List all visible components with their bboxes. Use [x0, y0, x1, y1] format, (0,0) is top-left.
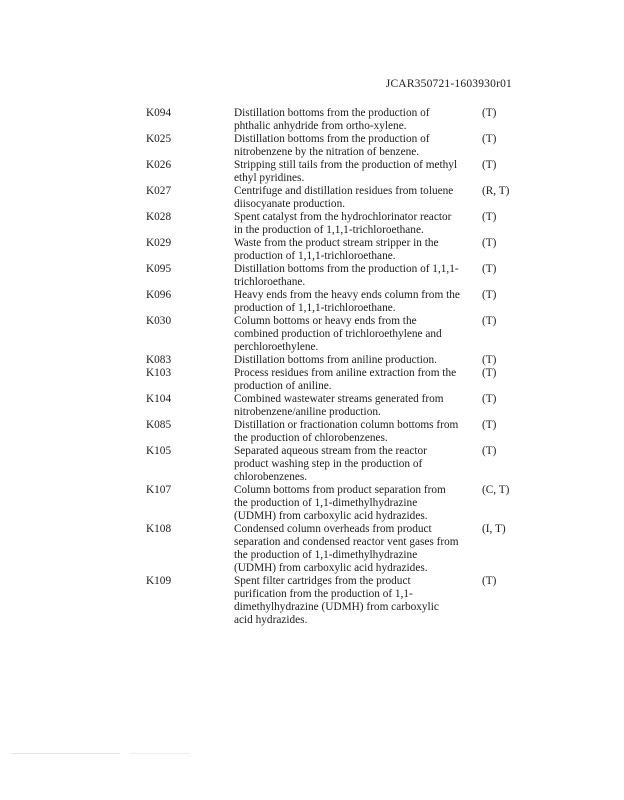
waste-code: K025 — [146, 133, 172, 145]
waste-description: Distillation bottoms from the production of nitrobenzene by the nitration of benzene. — [234, 133, 430, 158]
waste-description: Condensed column overheads from product separation and condensed reactor vent gases from the production of 1,1-dimethylhydrazine (UDMH) from carboxylic acid hydrazides. — [234, 523, 459, 574]
table-row — [0, 107, 624, 133]
table-row — [0, 445, 624, 484]
waste-description: Heavy ends from the heavy ends column from the production of 1,1,1-trichloroethane. — [234, 289, 460, 314]
hazard-code: (R, T) — [482, 185, 510, 197]
table-row — [0, 211, 624, 237]
hazard-code: (T) — [482, 107, 497, 119]
waste-description: Spent catalyst from the hydrochlorinator reactor in the production of 1,1,1-trichloroethane. — [234, 211, 452, 236]
hazard-code: (T) — [482, 211, 497, 223]
hazard-code: (T) — [482, 263, 497, 275]
table-row — [0, 133, 624, 159]
hazard-code: (C, T) — [482, 484, 510, 496]
waste-description: Centrifuge and distillation residues from toluene diisocyanate production. — [234, 185, 454, 210]
waste-code: K026 — [146, 159, 172, 171]
table-row — [0, 159, 624, 185]
table-row — [0, 289, 624, 315]
waste-code: K085 — [146, 419, 172, 431]
waste-code: K103 — [146, 367, 172, 379]
waste-description: Spent filter cartridges from the product purification from the production of 1,1-dimethylhydrazine (UDMH) from carboxylic acid hydrazides. — [234, 575, 439, 626]
document-id: JCAR350721-1603930r01 — [385, 78, 512, 90]
waste-code: K104 — [146, 393, 172, 405]
hazard-code: (T) — [482, 367, 497, 379]
waste-description: Distillation bottoms from the production of phthalic anhydride from ortho-xylene. — [234, 107, 430, 132]
waste-description: Distillation bottoms from aniline production. — [234, 354, 438, 366]
waste-description: Separated aqueous stream from the reactor product washing step in the production of chlorobenzenes. — [234, 445, 427, 483]
hazard-code: (T) — [482, 354, 497, 366]
table-row — [0, 263, 624, 289]
waste-code: K029 — [146, 237, 172, 249]
hazard-code: (T) — [482, 315, 497, 327]
waste-description: Process residues from aniline extraction from the production of aniline. — [234, 367, 457, 392]
waste-code: K083 — [146, 354, 172, 366]
table-row — [0, 237, 624, 263]
waste-description: Column bottoms or heavy ends from the combined production of trichloroethylene and perchloroethylene. — [234, 315, 442, 353]
waste-description: Distillation bottoms from the production of 1,1,1-trichloroethane. — [234, 263, 459, 288]
waste-code: K030 — [146, 315, 172, 327]
waste-code: K094 — [146, 107, 172, 119]
table-row — [0, 354, 624, 367]
table-row — [0, 393, 624, 419]
waste-code: K096 — [146, 289, 172, 301]
waste-code: K028 — [146, 211, 172, 223]
waste-code: K027 — [146, 185, 172, 197]
hazard-code: (T) — [482, 393, 497, 405]
hazardous-waste-table — [0, 107, 624, 627]
hazard-code: (I, T) — [482, 523, 506, 535]
hazard-code: (T) — [482, 237, 497, 249]
waste-description: Waste from the product stream stripper in the production of 1,1,1-trichloroethane. — [234, 237, 439, 262]
hazard-code: (T) — [482, 289, 497, 301]
waste-code: K105 — [146, 445, 172, 457]
table-row — [0, 185, 624, 211]
hazard-code: (T) — [482, 575, 497, 587]
hazard-code: (T) — [482, 419, 497, 431]
footer-divider — [130, 753, 190, 754]
waste-description: Combined wastewater streams generated from nitrobenzene/aniline production. — [234, 393, 444, 418]
table-row — [0, 484, 624, 523]
table-row — [0, 575, 624, 627]
table-row — [0, 367, 624, 393]
footer-divider — [10, 753, 120, 754]
waste-description: Column bottoms from product separation from the production of 1,1-dimethylhydrazine (UDMH) from carboxylic acid hydrazides. — [234, 484, 446, 522]
hazard-code: (T) — [482, 133, 497, 145]
waste-description: Distillation or fractionation column bottoms from the production of chlorobenzenes. — [234, 419, 459, 444]
hazard-code: (T) — [482, 445, 497, 457]
table-row — [0, 419, 624, 445]
table-row — [0, 315, 624, 354]
waste-code: K109 — [146, 575, 172, 587]
waste-code: K095 — [146, 263, 172, 275]
hazard-code: (T) — [482, 159, 497, 171]
waste-code: K108 — [146, 523, 172, 535]
waste-code: K107 — [146, 484, 172, 496]
waste-description: Stripping still tails from the production of methyl ethyl pyridines. — [234, 159, 458, 184]
table-row — [0, 523, 624, 575]
